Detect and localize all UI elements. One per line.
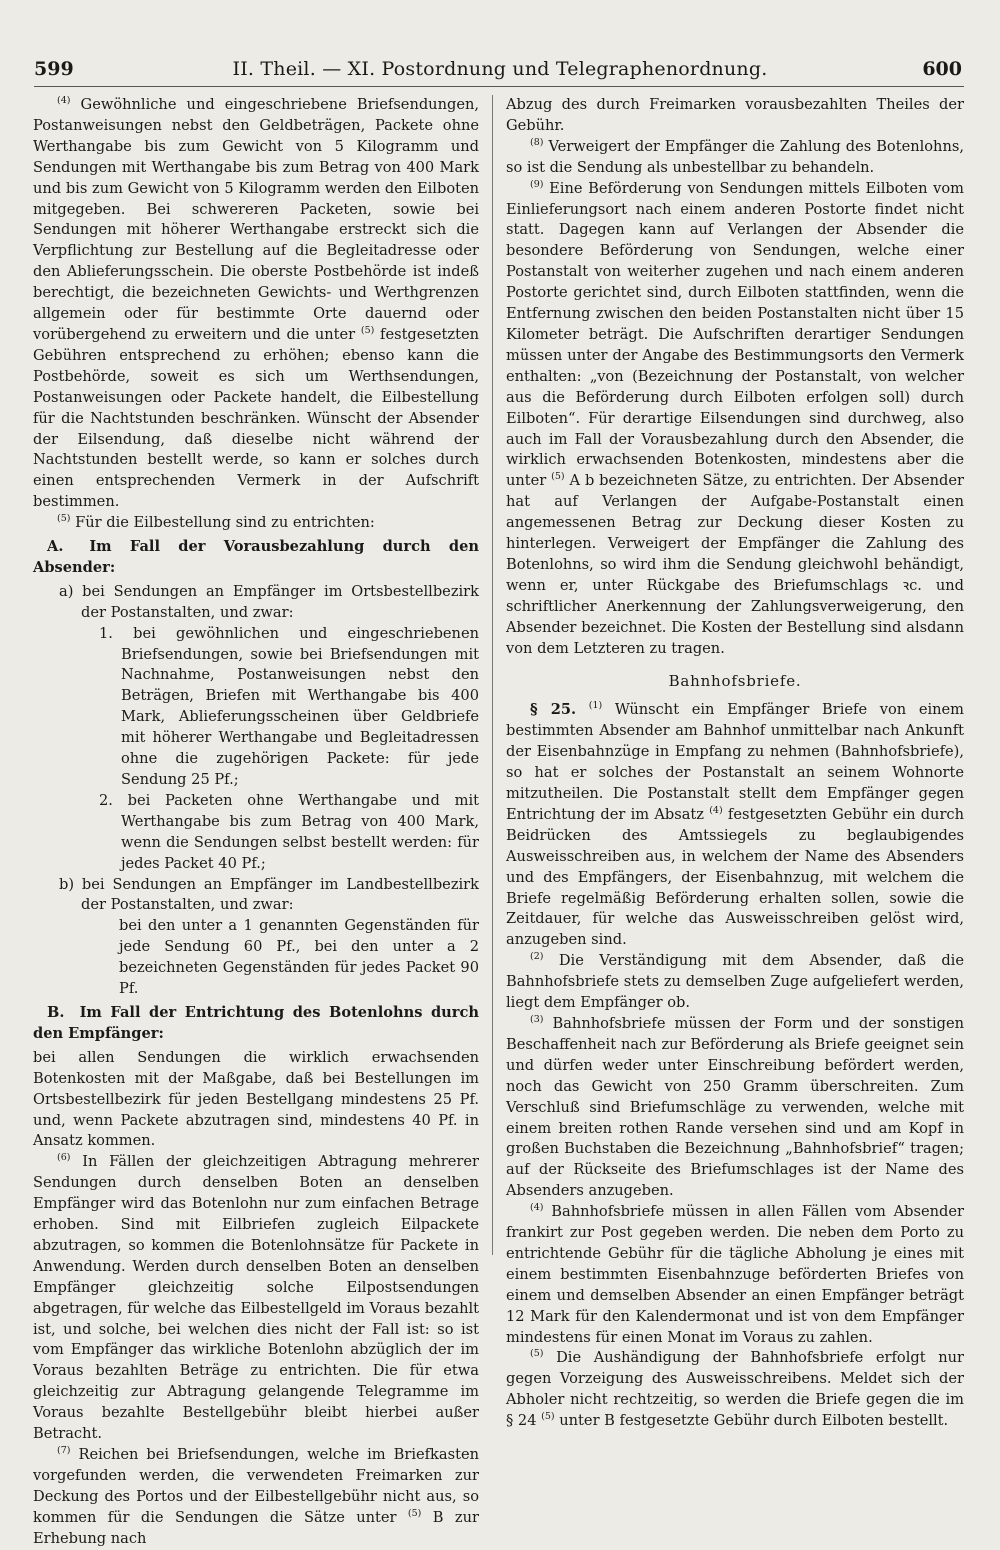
running-title: II. Theil. — XI. Postordnung und Telegraphenordnung. bbox=[232, 58, 768, 80]
paragraph-marker: (2) bbox=[530, 951, 544, 963]
heading-a-letter: A. bbox=[47, 538, 64, 556]
paragraph-8: $^{(8)}$ Verweigert der Empfänger die Zahlung des Botenlohns, so ist die Sendung als unbestellbar zu behandeln. bbox=[506, 136, 964, 176]
section-25-paragraph-1 bbox=[506, 700, 964, 951]
item-b-text: bei den unter a 1 genannten Gegenständen für jede Sendung 60 Pf., bei den unter a 2 bezeichneten Gegenständen für jedes Packet 90 Pf. bbox=[119, 917, 479, 998]
page-number-right: 600 bbox=[922, 58, 962, 80]
paragraph-marker: (5) bbox=[360, 325, 375, 337]
paragraph-marker: (4) bbox=[530, 1202, 544, 1214]
heading-b bbox=[33, 1003, 479, 1045]
section-25-paragraph-2: $^{(2)}$ Die Verständigung mit dem Absender, daß die Bahnhofsbriefe stets zu demselben Zuge aufgeliefert werden, liegt dem Empfänger ob. bbox=[506, 951, 964, 1012]
paragraph-6: $^{(6)}$ In Fällen der gleichzeitigen Abtragung mehrerer Sendungen durch denselben Boten an denselben Empfänger wird das Botenlohn nur zum einfachen Betrage erhoben. Sind mit Eilbriefen zugleich Eilpackete abzutragen, so kommen die Botenlohnsätze für Packete in Anwendung. Werden durch denselben Boten an denselben Empfänger gleichzeitig solche Eilpostsendungen abgetragen, für welche das Eilbestellgeld im Voraus bezahlt ist, und solche, bei welchen dies nicht der Fall ist: so ist vom Empfänger das wirkliche Botenlohn abzüglich der im Voraus bezahlten Beträge zu entrichten. Die für etwa gleichzeitig zur Abtragung gelangende Telegramme im Voraus bezahlte Bestellgebühr bleibt hierbei außer Betracht. bbox=[33, 1152, 479, 1443]
item-b-section-text: bei allen Sendungen die wirklich erwachsenden Botenkosten mit der Maßgabe, daß bei Bestellungen im Ortsbestellbezirk für jeden Bestellgang mindestens 25 Pf. und, wenn Packete abzutragen sind, mindestens 40 Pf. in Ansatz kommen. bbox=[33, 1048, 479, 1150]
header-rule bbox=[34, 86, 964, 87]
left-column bbox=[33, 95, 479, 1547]
item-b: b) bei Sendungen an Empfänger im Landbestellbezirk der Postanstalten, und zwar: bbox=[59, 875, 479, 914]
item-a1: 1. bei gewöhnlichen und eingeschriebenen Briefsendungen, sowie bei Briefsendungen mit Nachnahme, Postanweisungen nebst den Beträgen, Briefen mit Werthangabe bis 400 Mark, Ablieferungsscheinen über Geldbriefe mit höherer Werthangabe und Begleitadressen ohne die zugehörigen Packete: für jede Sendung 25 Pf.; bbox=[99, 624, 479, 788]
continuation-text: Abzug des durch Freimarken vorausbezahlten Theiles der Gebühr. bbox=[506, 96, 964, 134]
heading-a bbox=[33, 537, 479, 579]
paragraph-marker: (6) bbox=[57, 1152, 71, 1164]
heading-b-letter: B. bbox=[47, 1003, 65, 1021]
section-25-paragraph-3: $^{(3)}$ Bahnhofsbriefe müssen der Form und der sonstigen Beschaffenheit nach zur Beförderung als Briefe geeignet sein und dürfen weder unter Einschreibung befördert werden, noch das Gewicht von 250 Gramm überschreiten. Zum Verschluß sind Briefumschläge zu verwenden, welche mit einem breiten rothen Rande versehen sind und am Kopf in großen Buchstaben die Bezeichnung „Bahnhofsbrief“ tragen; auf der Rückseite des Briefumschlages ist der Name des Absenders anzugeben. bbox=[506, 1014, 964, 1200]
heading-a-text: Im Fall der Vorausbezahlung durch den Absender: bbox=[33, 538, 479, 576]
paragraph-marker: (5) bbox=[541, 1411, 555, 1423]
paragraph-marker: (1) bbox=[588, 700, 603, 712]
paragraph-marker: (4) bbox=[57, 95, 71, 107]
item-a: a) bei Sendungen an Empfänger im Ortsbestellbezirk der Postanstalten, und zwar: bbox=[59, 582, 479, 621]
paragraph-marker: (9) bbox=[530, 178, 544, 190]
paragraph-marker: (3) bbox=[530, 1014, 544, 1026]
paragraph-marker: (4) bbox=[709, 805, 723, 817]
paragraph-marker: (5) bbox=[530, 1348, 544, 1360]
paragraph-marker: (7) bbox=[57, 1445, 71, 1457]
paragraph-9: $^{(9)}$ Eine Beförderung von Sendungen mittels Eilboten vom Einlieferungsort nach einem anderen Postorte findet nicht statt. Dagegen kann auf Verlangen der Absender die besondere Beförderung von Sendungen, welche einer Postanstalt von weiterher zugehen und nach einem anderen Postorte gerichtet sind, durch Eilboten stattfinden, wenn die Entfernung zwischen den beiden Postanstalten nicht über 15 Kilometer beträgt. Die Aufschriften derartiger Sendungen müssen unter der Angabe des Bestimmungsorts den Vermerk enthalten: „von (Bezeichnung der Postanstalt, von welcher aus die Beförderung durch Eilboten erfolgen soll) durch Eilboten“. Für derartige Eilsendungen sind durchweg, also auch im Fall der Vorausbezahlung durch den Absender, die wirklich erwachsenden Botenkosten, mindestens aber die unter $^{(5)}$ A b bezeichneten Sätze, zu entrichten. Der Absender hat auf Verlangen der Aufgabe-Postanstalt einen angemessenen Betrag zur Deckung dieser Kosten zu hinterlegen. Verweigert der Empfänger die Zahlung des Botenlohns, so wird ihm die Sendung gleichwohl behändigt, wenn er, unter Rückgabe des Briefumschlags ꝛc. und schriftlicher Anerkennung der Zahlungsverweigerung, den Absender bezeichnet. Die Kosten der Bestellung sind alsdann von dem Letzteren zu tragen. bbox=[506, 178, 965, 657]
section-25-paragraph-5: $^{(5)}$ Die Aushändigung der Bahnhofsbriefe erfolgt nur gegen Vorzeigung des Ausweisschreibens. Meldet sich der Abholer nicht rechtzeitig, so werden die Briefe gegen die im § 24 $^{(5)}$ unter B festgesetzte Gebühr durch Eilboten bestellt. bbox=[506, 1348, 964, 1430]
paragraph-marker: (5) bbox=[551, 471, 565, 483]
paragraph-5: $^{(5)}$ Für die Eilbestellung sind zu entrichten: bbox=[57, 513, 375, 532]
section-25-paragraph-4: $^{(4)}$ Bahnhofsbriefe müssen in allen Fällen vom Absender frankirt zur Post gegeben werden. Die neben dem Porto zu entrichtende Gebühr für die tägliche Abholung je eines mit einem bestimmten Eisenbahnzuge beförderten Briefes von einem und demselben Absender an einen Empfänger beträgt 12 Mark für den Kalendermonat und ist von dem Empfänger mindestens für einen Monat im Voraus zu zahlen. bbox=[506, 1202, 964, 1346]
column-divider bbox=[492, 95, 493, 1255]
paragraph-7: $^{(7)}$ Reichen bei Briefsendungen, welche im Briefkasten vorgefunden werden, die verwendeten Freimarken zur Deckung des Portos und der Eilbestellgebühr nicht aus, so kommen für die Sendungen die Sätze unter $^{(5)}$ B zur Erhebung nach bbox=[33, 1445, 479, 1547]
paragraph-marker: (5) bbox=[407, 1507, 422, 1519]
paragraph-marker: (5) bbox=[57, 513, 71, 525]
section-title: Bahnhofsbriefe. bbox=[668, 672, 802, 691]
paragraph-4: $^{(4)}$ Gewöhnliche und eingeschriebene Briefsendungen, Postanweisungen nebst den Geldbeträgen, Packete ohne Werthangabe bis zum Gewicht von 5 Kilogramm und Sendungen mit Werthangabe bis zum Betrag von 400 Mark und bis zum Gewicht von 5 Kilogramm werden den Eilboten mitgegeben. Bei schwereren Packeten, sowie bei Sendungen mit höherer Werthangabe erstreckt sich die Verpflichtung zur Bestellung auf die Begleitadresse oder den Ablieferungsschein. Die oberste Postbehörde ist indeß berechtigt, die bezeichneten Gewichts- und Werthgrenzen allgemein oder für bestimmte Orte dauernd oder vorübergehend zu erweitern und die unter $^{(5)}$ festgesetzten Gebühren entsprechend zu erhöhen; ebenso kann die Postbehörde, soweit es sich um Werthsendungen, Postanweisungen oder Packete handelt, die Eilbestellung für die Nachtstunden beschränken. Wünscht der Absender der Eilsendung, daß dieselbe nicht während der Nachtstunden bestellt werde, so kann er solches durch einen entsprechenden Vermerk in der Aufschrift bestimmen. bbox=[33, 95, 479, 511]
section-25-text: $^{(1)}$ Wünscht ein Empfänger Briefe von einem bestimmten Absender am Bahnhof unmittelbar nach Ankunft der Eisenbahnzüge in Empfang zu nehmen (Bahnhofsbriefe), so hat er solches der Postanstalt an seinem Wohnorte mitzutheilen. Die Postanstalt stellt dem Empfänger gegen Entrichtung der im Absatz $^{(4)}$ festgesetzten Gebühr ein durch Beidrücken des Amtssiegels zu beglaubigendes Ausweisschreiben aus, in welchem der Name des Absenders und des Empfängers, der Eisenbahnzug, mit welchem die Briefe regelmäßig Beförderung erhalten sollen, sowie die Zeitdauer, für welche das Ausweisschreiben gelöst wird, anzugeben sind. bbox=[506, 700, 965, 949]
heading-b-text: Im Fall der Entrichtung des Botenlohns durch den Empfänger: bbox=[33, 1003, 479, 1042]
section-25-label: § 25. bbox=[530, 701, 577, 719]
item-a2: 2. bei Packeten ohne Werthangabe und mit Werthangabe bis zum Betrag von 400 Mark, wenn die Sendungen selbst bestellt werden: für jedes Packet 40 Pf.; bbox=[99, 791, 479, 872]
right-column bbox=[506, 95, 965, 1430]
paragraph-marker: (8) bbox=[530, 136, 544, 148]
page-number-left: 599 bbox=[34, 58, 74, 80]
